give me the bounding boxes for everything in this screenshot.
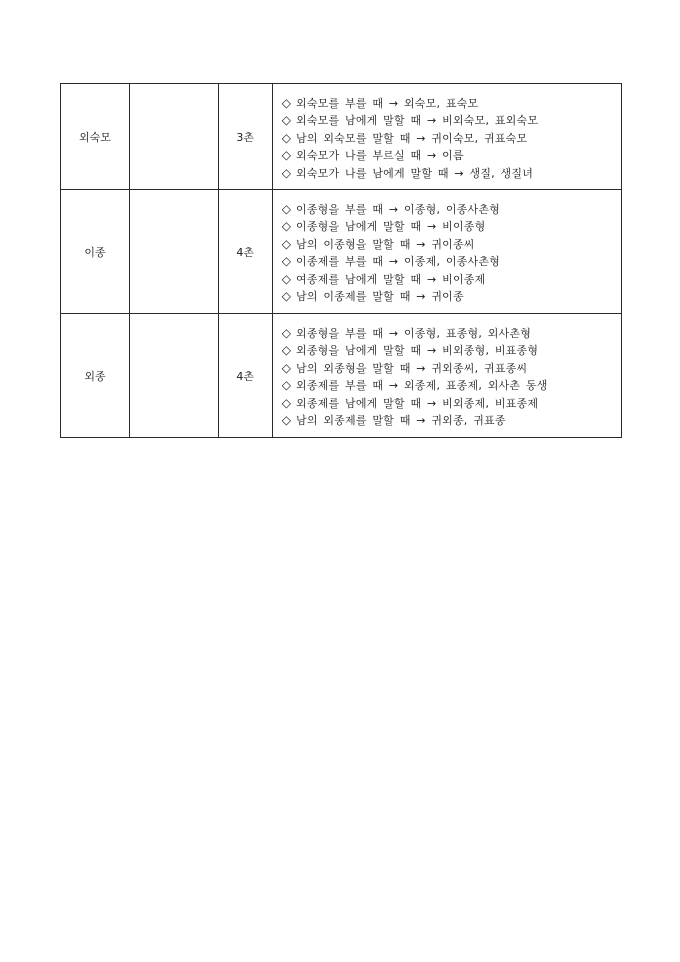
- diamond-bullet-icon: ◇: [281, 165, 292, 180]
- usage-line: [280, 324, 621, 342]
- usage-line: [280, 394, 621, 412]
- diamond-bullet-icon: ◇: [281, 219, 292, 234]
- usage-line-text: 여종제를 남에게 말할 때 → 비이종제: [296, 272, 486, 286]
- empty-cell: [130, 314, 219, 438]
- usage-line: [280, 359, 621, 377]
- diamond-bullet-icon: ◇: [281, 378, 292, 393]
- usage-cell: [273, 314, 622, 438]
- usage-line-text: 남의 외종형을 말할 때 → 귀외종씨, 귀표종씨: [296, 361, 528, 375]
- diamond-bullet-icon: ◇: [281, 413, 292, 428]
- diamond-bullet-icon: ◇: [281, 289, 292, 304]
- usage-line: [280, 235, 621, 253]
- usage-line: [280, 412, 621, 430]
- table-row: [61, 314, 622, 438]
- diamond-bullet-icon: ◇: [281, 201, 292, 216]
- kinship-degree-cell: 4촌: [219, 190, 273, 314]
- usage-line: [280, 94, 621, 112]
- usage-line-text: 남의 이종제를 말할 때 → 귀이종: [296, 290, 464, 304]
- usage-line-text: 외숙모를 남에게 말할 때 → 비외숙모, 표외숙모: [296, 114, 539, 127]
- diamond-bullet-icon: ◇: [281, 360, 292, 375]
- empty-cell: [130, 190, 219, 314]
- kinship-degree-cell: 3촌: [219, 84, 273, 190]
- usage-line: [280, 129, 621, 147]
- empty-cell: [130, 84, 219, 190]
- usage-line-text: 이종형을 부를 때 → 이종형, 이종사촌형: [296, 202, 500, 216]
- usage-line-text: 외종형을 부를 때 → 이종형, 표종형, 외사촌형: [296, 326, 532, 340]
- usage-line: [280, 111, 621, 129]
- usage-line-text: 외종제를 부를 때 → 외종제, 표종제, 외사촌 동생: [296, 379, 548, 393]
- usage-line: [280, 270, 621, 288]
- usage-line-text: 외숙모가 나를 부르실 때 → 이름: [296, 149, 464, 162]
- diamond-bullet-icon: ◇: [281, 395, 292, 410]
- diamond-bullet-icon: ◇: [281, 343, 292, 358]
- usage-line: [280, 218, 621, 236]
- usage-line: [280, 146, 621, 164]
- usage-line: [280, 253, 621, 271]
- kinship-degree-cell: 4촌: [219, 314, 273, 438]
- usage-line-text: 남의 외종제를 말할 때 → 귀외종, 귀표종: [296, 414, 506, 428]
- diamond-bullet-icon: ◇: [281, 148, 292, 162]
- usage-line-text: 남의 외숙모를 말할 때 → 귀이숙모, 귀표숙모: [296, 131, 528, 145]
- usage-cell: [273, 84, 622, 190]
- diamond-bullet-icon: ◇: [281, 130, 292, 145]
- diamond-bullet-icon: ◇: [281, 254, 292, 269]
- table-row: [61, 84, 622, 190]
- relation-name-cell: 외종: [61, 314, 130, 438]
- usage-line-text: 외숙모가 나를 남에게 말할 때 → 생질, 생질녀: [296, 166, 534, 180]
- relation-name-cell: 이종: [61, 190, 130, 314]
- usage-cell: [273, 190, 622, 314]
- diamond-bullet-icon: ◇: [281, 113, 292, 127]
- usage-line: [280, 164, 621, 182]
- usage-line-text: 남의 이종형을 말할 때 → 귀이종씨: [296, 237, 475, 251]
- usage-line: [280, 377, 621, 395]
- usage-line-text: 외종제를 남에게 말할 때 → 비외종제, 비표종제: [296, 396, 539, 410]
- kinship-terms-table: [60, 83, 622, 438]
- usage-line: [280, 200, 621, 218]
- relation-name-cell: 외숙모: [61, 84, 130, 190]
- table-row: [61, 190, 622, 314]
- usage-line-text: 이종제를 부를 때 → 이종제, 이종사촌형: [296, 255, 500, 269]
- diamond-bullet-icon: ◇: [281, 271, 292, 286]
- usage-line-text: 외종형을 남에게 말할 때 → 비외종형, 비표종형: [296, 344, 539, 358]
- diamond-bullet-icon: ◇: [281, 95, 292, 110]
- diamond-bullet-icon: ◇: [281, 325, 292, 340]
- usage-line: [280, 288, 621, 306]
- diamond-bullet-icon: ◇: [281, 236, 292, 251]
- usage-line-text: 외숙모를 부를 때 → 외숙모, 표숙모: [296, 96, 479, 110]
- usage-line-text: 이종형을 남에게 말할 때 → 비이종형: [296, 220, 486, 234]
- usage-line: [280, 342, 621, 360]
